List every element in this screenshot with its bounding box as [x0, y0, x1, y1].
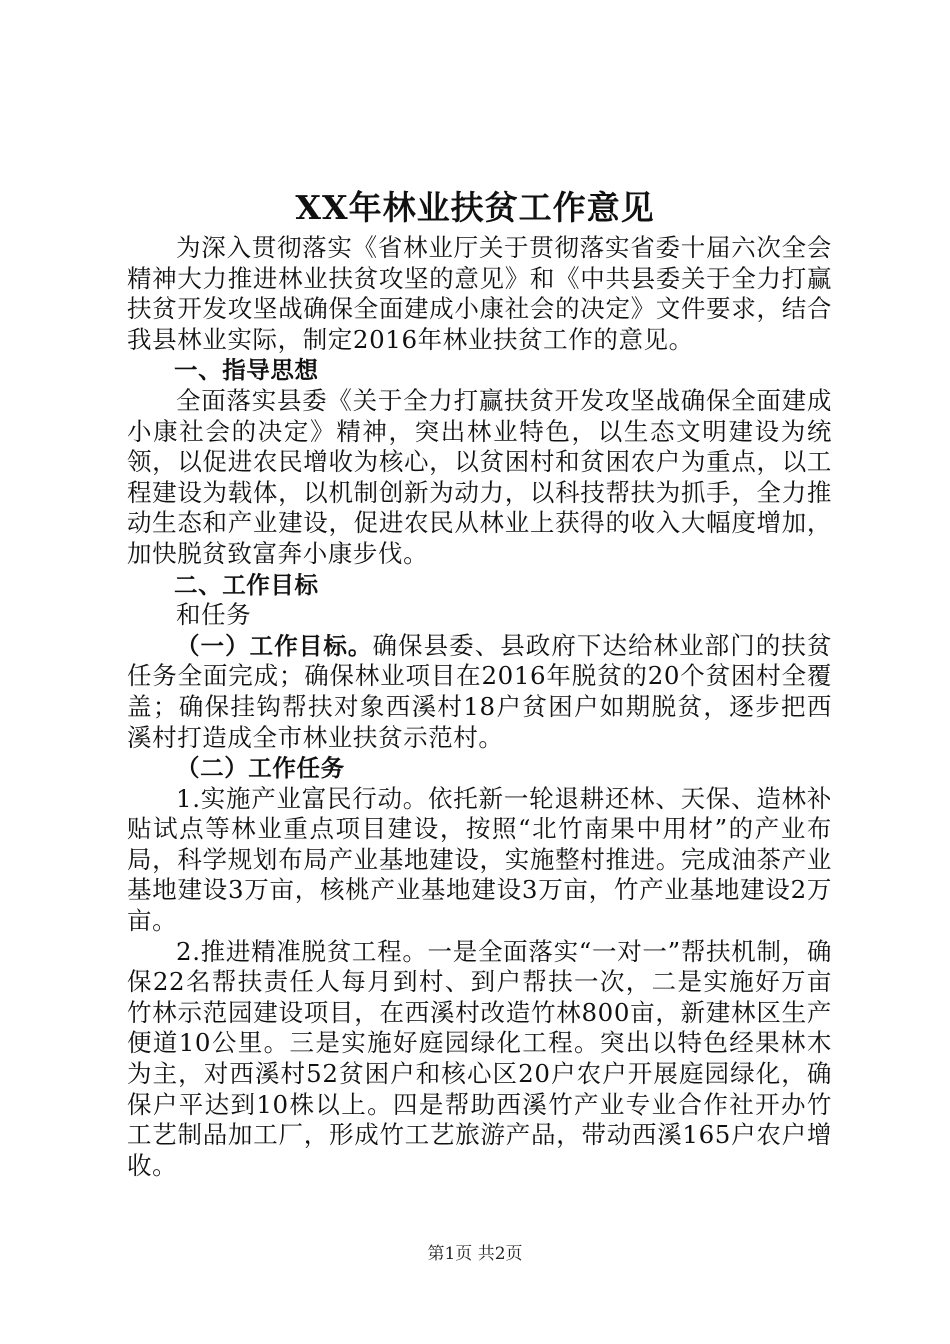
work-tasks-heading [127, 753, 832, 784]
work-goals-text: 确保县委、县政府下达给林业部门的扶贫任务全面完成；确保林业项目在2016年脱贫的20个贫困村全覆盖；确保挂钩帮扶对象西溪村18户贫困户如期脱贫，逐步把西溪村打造成全市林业扶贫示范村。 [127, 630, 832, 752]
intro-paragraph: 为深入贯彻落实《省林业厅关于贯彻落实省委十届六次全会精神大力推进林业扶贫攻坚的意见》和《中共县委关于全力打赢扶贫开发攻坚战确保全面建成小康社会的决定》文件要求，结合我县林业实际，制定2016年林业扶贫工作的意见。 [127, 233, 832, 354]
guiding-ideology-paragraph: 全面落实县委《关于全力打赢扶贫开发攻坚战确保全面建成小康社会的决定》精神，突出林业特色，以生态文明建设为统领，以促进农民增收为核心，以贫困村和贫困农户为重点，以工程建设为载体，以机制创新为动力，以科技帮扶为抓手，全力推动生态和产业建设，促进农民从林业上获得的收入大幅度增加，加快脱贫致富奔小康步伐。 [127, 385, 832, 568]
task-2-paragraph: 2.推进精准脱贫工程。一是全面落实“一对一”帮扶机制，确保22名帮扶责任人每月到村、到户帮扶一次，二是实施好万亩竹林示范园建设项目，在西溪村改造竹林800亩，新建林区生产便道10公里。三是实施好庭园绿化工程。突出以特色经果林木为主，对西溪村52贫困户和核心区20户农户开展庭园绿化，确保户平达到10株以上。四是帮助西溪竹产业专业合作社开办竹工艺制品加工厂，形成竹工艺旅游产品，带动西溪165户农户增收。 [127, 936, 832, 1180]
document-title: XX年林业扶贫工作意见 [295, 188, 655, 227]
section-heading-guiding-ideology: 一、指导思想 [174, 356, 319, 385]
work-goals-label: （一）工作目标。 [176, 631, 373, 660]
page-footer: 第1页 共2页 [427, 1244, 523, 1264]
section-heading-goals: 二、工作目标 [174, 570, 319, 599]
section-heading-goals-continuation: 和任务 [176, 600, 252, 630]
task-1-paragraph: 1.实施产业富民行动。依托新一轮退耕还林、天保、造林补贴试点等林业重点项目建设，按照“北竹南果中用材”的产业布局，科学规划布局产业基地建设，实施整村推进。完成油茶产业基地建设3万亩，核桃产业基地建设3万亩，竹产业基地建设2万亩。 [127, 783, 832, 936]
work-tasks-label: （二）工作任务 [176, 754, 345, 783]
document-body [127, 233, 832, 1181]
work-goals-paragraph [127, 631, 832, 753]
